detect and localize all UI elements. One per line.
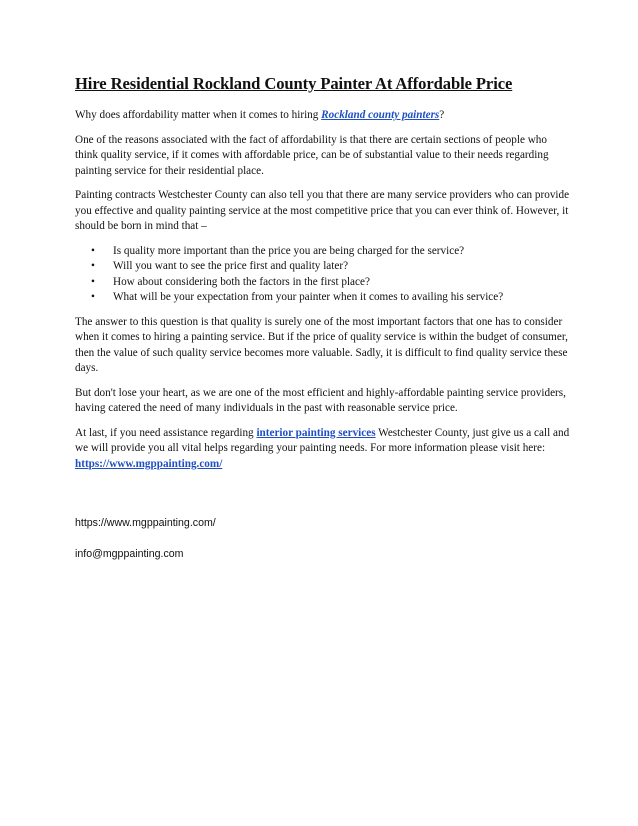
paragraph-reassurance: But don't lose your heart, as we are one of the most efficient and highly-affordable painting service providers, having catered the need of many individuals in the past with reasonable service price.	[75, 386, 566, 414]
paragraph-intro	[75, 108, 570, 124]
paragraph-contact	[75, 426, 570, 473]
paragraph-answer: The answer to this question is that quality is surely one of the most important factors that one has to consider when it comes to hiring a painting service. But if the price of quality service is within the budget of consumer, then the value of such quality service becomes more valuable. Sadly, it is difficult to find quality service these days.	[75, 315, 568, 374]
footer-url: https://www.mgppainting.com/	[75, 517, 216, 529]
list-item	[75, 244, 570, 260]
list-item-text: Will you want to see the price first and quality later?	[113, 260, 349, 272]
paragraph-affordability: One of the reasons associated with the fact of affordability is that there are certain sections of people who think quality service, if it comes with affordable price, can be of substantial value to their needs regarding painting service for their residential place.	[75, 133, 549, 177]
paragraph-contact-text: At last, if you need assistance regarding	[75, 426, 257, 439]
list-item	[75, 275, 570, 291]
document-body	[75, 74, 570, 481]
bullet-icon: •	[91, 291, 95, 303]
paragraph-intro-text: Why does affordability matter when it comes to hiring	[75, 109, 322, 121]
footer-email: info@mgppainting.com	[75, 548, 184, 560]
bullet-icon: •	[91, 260, 95, 272]
list-item-text: What will be your expectation from your painter when it comes to availing his service?	[113, 291, 504, 303]
website-link[interactable]: https://www.mgppainting.com/	[75, 457, 223, 470]
question-list	[75, 244, 570, 306]
list-item	[75, 259, 570, 275]
paragraph-contact-middle: Westchester County, just give us a call and we will provide you all vital helps regarding your painting needs. For more information please visit here:	[75, 426, 570, 454]
paragraph-intro-end: ?	[439, 109, 445, 121]
rockland-painters-link[interactable]: Rockland county painters	[321, 109, 440, 121]
bullet-icon: •	[91, 275, 95, 288]
document-title: Hire Residential Rockland County Painter At Affordable Price	[75, 74, 513, 93]
bullet-icon: •	[91, 244, 95, 257]
list-item	[75, 290, 570, 306]
list-item-text: How about considering both the factors in the first place?	[113, 275, 370, 288]
paragraph-contractors: Painting contracts Westchester County can also tell you that there are many service providers who can provide you effective and quality painting service at the most competitive price that you can ever think of. However, it should be born in mind that –	[75, 189, 570, 232]
list-item-text: Is quality more important than the price you are being charged for the service?	[113, 244, 465, 257]
interior-painting-link[interactable]: interior painting services	[256, 426, 376, 439]
document-footer	[75, 516, 216, 578]
